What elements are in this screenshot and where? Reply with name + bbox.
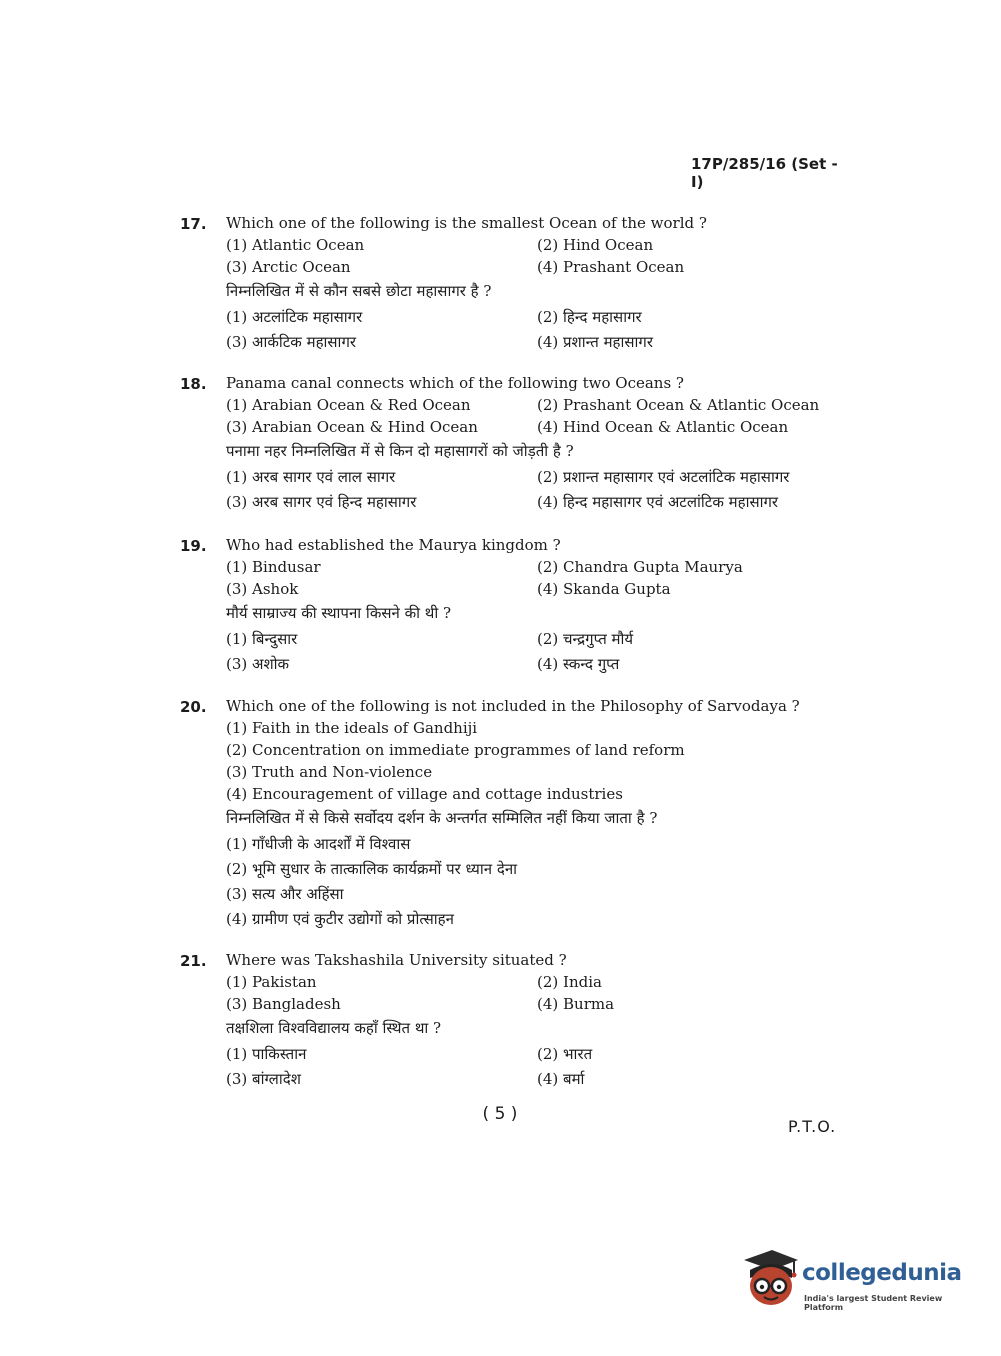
option-2-hindi: (2) प्रशान्त महासागर एवं अटलांटिक महासागर	[537, 468, 790, 486]
question-18	[180, 374, 840, 515]
option-2-hindi: (2) भारत	[537, 1045, 593, 1063]
question-text-hindi: निम्नलिखित में से कौन सबसे छोटा महासागर है ?	[226, 282, 492, 300]
option-2: (2) Concentration on immediate programmes of land reform	[226, 741, 685, 759]
option-2-hindi: (2) भूमि सुधार के तात्कालिक कार्यक्रमों पर ध्यान देना	[226, 860, 518, 878]
option-2-hindi: (2) चन्द्रगुप्त मौर्य	[537, 630, 634, 648]
option-4: (4) Skanda Gupta	[537, 580, 671, 598]
option-3: (3) Truth and Non-violence	[226, 763, 433, 781]
option-4-hindi: (4) प्रशान्त महासागर	[537, 333, 653, 351]
question-text: Which one of the following is not included in the Philosophy of Sarvodaya ?	[226, 697, 800, 715]
brand-name: collegedunia	[802, 1260, 962, 1286]
option-3: (3) Arabian Ocean & Hind Ocean	[226, 418, 478, 436]
option-4: (4) Encouragement of village and cottage industries	[226, 785, 623, 803]
option-1: (1) Pakistan	[226, 973, 317, 991]
question-21	[180, 951, 840, 1092]
option-4-hindi: (4) ग्रामीण एवं कुटीर उद्योगों को प्रोत्साहन	[226, 910, 454, 928]
option-4-hindi: (4) बर्मा	[537, 1070, 585, 1088]
option-2: (2) Hind Ocean	[537, 236, 654, 254]
option-2: (2) India	[537, 973, 602, 991]
collegedunia-watermark	[742, 1248, 972, 1318]
question-number: 21.	[180, 952, 207, 970]
option-3-hindi: (3) अरब सागर एवं हिन्द महासागर	[226, 493, 417, 511]
question-text-hindi: पनामा नहर निम्नलिखित में से किन दो महासागरों को जोड़ती है ?	[226, 442, 574, 460]
pto-label: P.T.O.	[788, 1117, 837, 1136]
page-number: ( 5 )	[482, 1104, 518, 1124]
question-number: 17.	[180, 215, 207, 233]
question-number: 19.	[180, 537, 207, 555]
option-3: (3) Ashok	[226, 580, 299, 598]
option-3: (3) Arctic Ocean	[226, 258, 351, 276]
option-1-hindi: (1) बिन्दुसार	[226, 630, 298, 648]
option-2: (2) Prashant Ocean & Atlantic Ocean	[537, 396, 820, 414]
option-1: (1) Arabian Ocean & Red Ocean	[226, 396, 471, 414]
question-text: Who had established the Maurya kingdom ?	[226, 536, 561, 554]
option-1: (1) Atlantic Ocean	[226, 236, 365, 254]
question-text: Panama canal connects which of the following two Oceans ?	[226, 374, 684, 392]
option-1-hindi: (1) अटलांटिक महासागर	[226, 308, 363, 326]
option-3: (3) Bangladesh	[226, 995, 341, 1013]
graduate-mascot-icon	[742, 1248, 800, 1314]
option-3-hindi: (3) सत्य और अहिंसा	[226, 885, 344, 903]
question-number: 20.	[180, 698, 207, 716]
question-17	[180, 214, 840, 355]
option-3-hindi: (3) बांग्लादेश	[226, 1070, 301, 1088]
option-2: (2) Chandra Gupta Maurya	[537, 558, 743, 576]
option-1: (1) Bindusar	[226, 558, 321, 576]
question-text-hindi: तक्षशिला विश्वविद्यालय कहाँ स्थित था ?	[226, 1019, 442, 1037]
option-3-hindi: (3) अशोक	[226, 655, 290, 673]
question-text: Which one of the following is the smallest Ocean of the world ?	[226, 214, 707, 232]
option-1-hindi: (1) गाँधीजी के आदर्शों में विश्वास	[226, 835, 411, 853]
brand-tagline: India's largest Student Review Platform	[804, 1294, 943, 1312]
option-1: (1) Faith in the ideals of Gandhiji	[226, 719, 478, 737]
question-20	[180, 697, 840, 932]
option-4: (4) Hind Ocean & Atlantic Ocean	[537, 418, 789, 436]
option-4-hindi: (4) हिन्द महासागर एवं अटलांटिक महासागर	[537, 493, 779, 511]
question-19	[180, 536, 840, 677]
option-4-hindi: (4) स्कन्द गुप्त	[537, 655, 620, 673]
option-1-hindi: (1) पाकिस्तान	[226, 1045, 307, 1063]
paper-code: 17P/285/16 (Set - I)	[691, 155, 838, 191]
question-text-hindi: निम्नलिखित में से किसे सर्वोदय दर्शन के अन्तर्गत सम्मिलित नहीं किया जाता है ?	[226, 809, 658, 827]
question-text: Where was Takshashila University situated ?	[226, 951, 567, 969]
option-4: (4) Burma	[537, 995, 615, 1013]
option-2-hindi: (2) हिन्द महासागर	[537, 308, 642, 326]
option-3-hindi: (3) आर्कटिक महासागर	[226, 333, 357, 351]
question-number: 18.	[180, 375, 207, 393]
option-4: (4) Prashant Ocean	[537, 258, 685, 276]
question-text-hindi: मौर्य साम्राज्य की स्थापना किसने की थी ?	[226, 604, 452, 622]
option-1-hindi: (1) अरब सागर एवं लाल सागर	[226, 468, 396, 486]
